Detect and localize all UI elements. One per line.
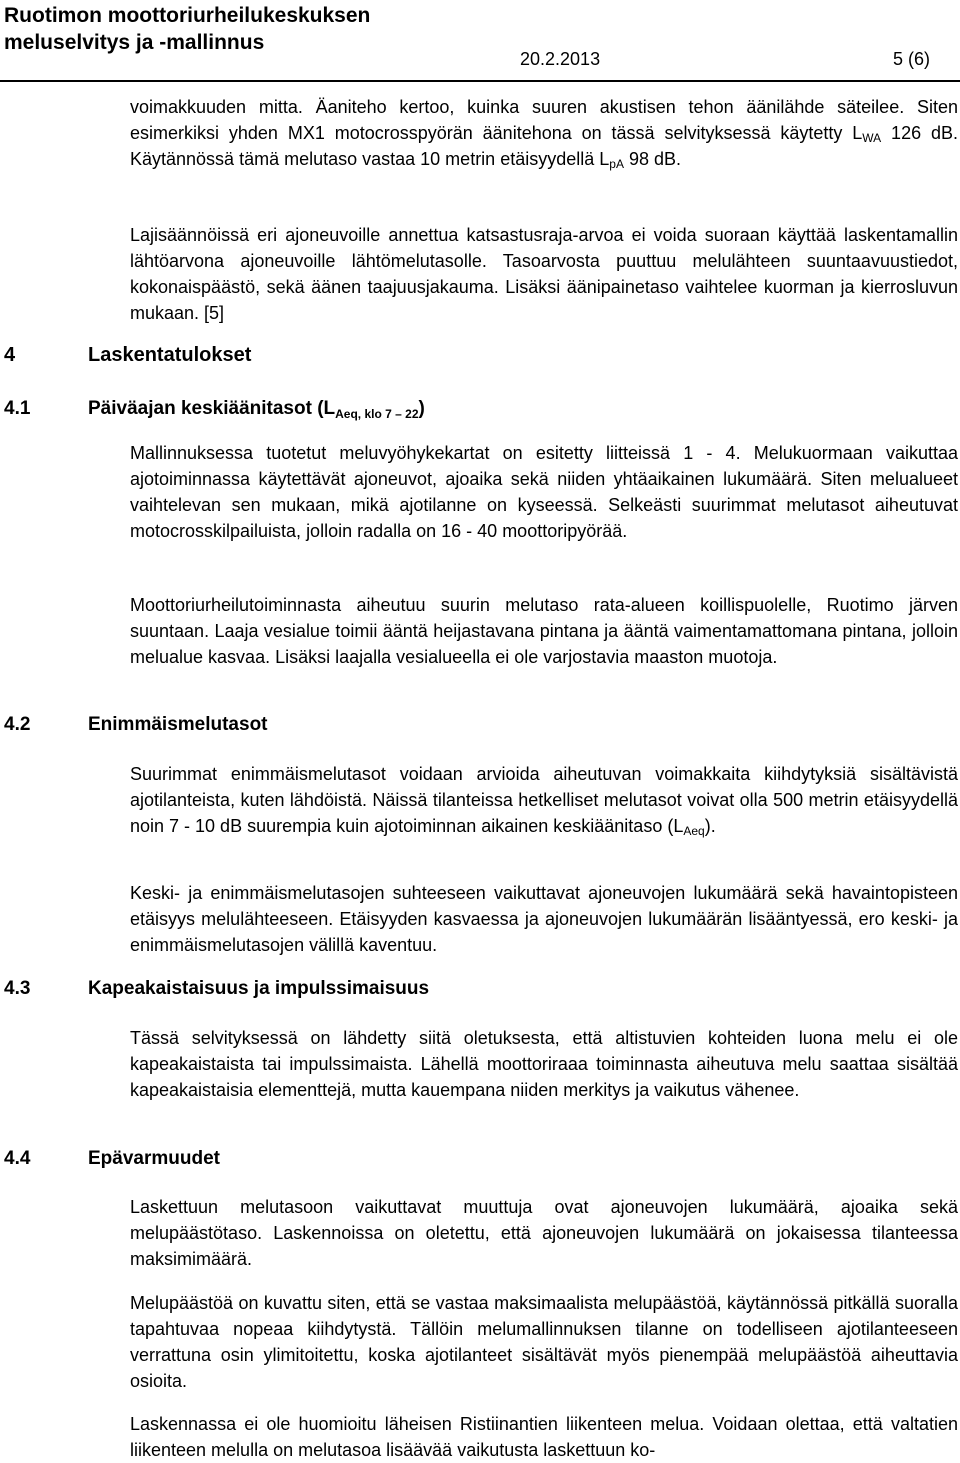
section-4-4-paragraph-1: Laskettuun melutasoon vaikuttavat muuttuja ovat ajoneuvojen lukumäärä, ajoaika sekä melupäästötaso. Laskennoissa on oletettu, että ajoneuvojen lukumäärä on jokaisessa tilanteessa maksimimäärä. [130,1197,958,1269]
section-number: 4.3 [4,978,31,999]
section-4-4-paragraph-2: Melupäästöä on kuvattu siten, että se vastaa maksimaalista melupäästöä, käytännössä pitkällä suoralla tapahtuvaa nopeaa kiihdytystä. Tällöin melumallinnuksen tilanne on todelliseen ajotilanteeseen verrattuna osin ylimitoitettu, koska ajotilanteet sisältävät myös pienempää melupäästöä aiheuttavia osioita. [130,1293,958,1391]
header-divider [0,80,960,82]
section-number: 4 [4,344,16,366]
section-title: Kapeakaistaisuus ja impulssimaisuus [88,978,430,999]
document-date: 20.2.2013 [520,49,601,69]
section-4-3-heading [4,978,429,1000]
document-title-line1: Ruotimon moottoriurheilukeskuksen [4,4,371,27]
section-number: 4.1 [4,398,31,419]
section-number: 4.2 [4,714,31,735]
document-title [4,2,370,56]
section-4-2-paragraph-2: Keski- ja enimmäismelutasojen suhteeseen vaikuttavat ajoneuvojen lukumäärä sekä havaintopisteen etäisyys melulähteeseen. Etäisyyden kasvaessa ja ajoneuvojen lukumäärän lisääntyessä, ero keski- ja enimmäismelutasojen välillä kaventuu. [130,883,958,955]
section-4-3-paragraph-1: Tässä selvityksessä on lähdetty siitä oletuksesta, että altistuvien kohteiden luona melu ei ole kapeakaistaista tai impulssimaista. Lähellä moottoriraaa toiminnasta aiheutuva melu saattaa sisältää kapeakaistaisia elementtejä, mutta kauempana niiden merkitys ja vaikutus vähenee. [130,1028,958,1100]
header-meta [520,49,931,70]
section-4-1-paragraph-1: Mallinnuksessa tuotetut meluvyöhykekartat on esitetty liitteissä 1 - 4. Melukuormaan vaikuttaa ajotoiminnassa käytettävät ajoneuvot, ajoaika sekä niiden yhtäaikainen lukumäärä. Siten melualueet vaihtelevan sen mukaan, mikä ajotilanne on kyseessä. Selkeästi suurimmat melutasot aiheutuvat motocrosskilpailuista, jolloin radalla on 16 - 40 moottoripyörää. [130,443,958,541]
section-title: Enimmäismelutasot [88,714,268,735]
section-4-2-heading [4,714,268,736]
section-4-4-paragraph-3: Laskennassa ei ole huomioitu läheisen Ristiinantien liikenteen melua. Voidaan olettaa, että valtatien liikenteen melulla on melutasoa lisäävää vaikutusta laskettuun ko- [130,1414,958,1460]
page-number: 5 (6) [893,49,931,69]
section-number: 4.4 [4,1148,31,1169]
section-4-1-paragraph-2: Moottoriurheilutoiminnasta aiheutuu suurin melutaso rata-alueen koillispuolelle, Ruotimo järven suuntaan. Laaja vesialue toimii ääntä heijastavana pintana ja ääntä vaimentamattomana pintana, jolloin melualue kasvaa. Lisäksi laajalla vesialueella ei ole varjostavia maaston muotoja. [130,595,958,667]
intro-paragraph-1: voimakkuuden mitta. Äaniteho kertoo, kuinka suuren akustisen tehon äänilähde säteilee. Siten esimerkiksi yhden MX1 motocrosspyörän äänitehona on tässä selvityksessä käytetty $L_{WA}$ 126 dB. Käytännössä tämä melutaso vastaa 10 metrin etäisyydellä $L_{pA}$ 98 dB. [130,97,958,171]
document-title-line2: meluselvitys ja -mallinnus [4,31,265,54]
intro-paragraph-2: Lajisäännöissä eri ajoneuvoille annettua katsastusraja-arvoa ei voida suoraan käyttää laskentamallin lähtöarvona ajoneuvoille lähtömelutasolle. Tasoarvosta puuttuu melulähteen suuntaavuustiedot, kokonaispäästö, sekä äänen taajuusjakauma. Lisäksi äänipainetaso vaihtelee kuorman ja kierrosluvun mukaan. [5] [130,225,958,323]
section-4-1-heading: 4.1 Päiväajan keskiäänitasot $(L_{Aeq, klo 7 - 22})$ [4,398,425,421]
section-title: Epävarmuudet [88,1148,220,1169]
section-title: Laskentatulokset [88,344,252,366]
section-4-heading [4,344,251,367]
section-4-4-heading [4,1148,220,1170]
section-4-2-paragraph-1: Suurimmat enimmäismelutasot voidaan arvioida aiheutuvan voimakkaita kiihdytyksiä sisältävistä ajotilanteista, kuten lähdöistä. Näissä tilanteissa hetkelliset melutasot voivat olla 500 metrin etäisyydellä noin 7 - 10 dB suurempia kuin ajotoiminnan aikainen keskiäänitaso $(L_{Aeq})$. [130,764,958,838]
